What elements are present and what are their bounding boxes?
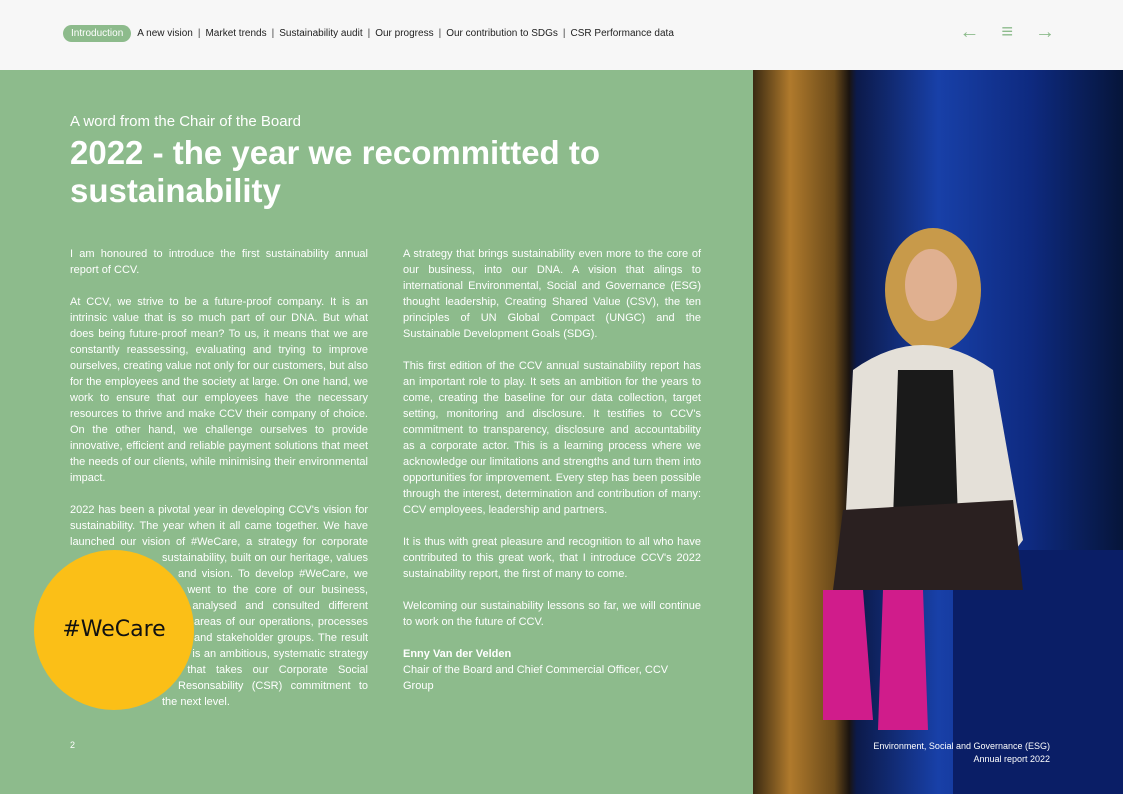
arrow-left-icon[interactable]: ← [959, 21, 980, 43]
paragraph: A strategy that brings sustainability even more to the core of our business, into our DNA. A vision that alings to international Environmental, Social and Governance (ESG) thought leadership, Creating Shared Value (CSV), the ten principles of UN Global Compact (UNGC) and the Sustainable Development Goals (SDG). [403, 248, 701, 340]
nav-sdgs[interactable]: Our contribution to SDGs [446, 28, 558, 39]
top-navigation-bar [0, 0, 1123, 70]
nav-market-trends[interactable]: Market trends [205, 28, 267, 39]
wecare-badge [34, 550, 194, 710]
menu-icon[interactable]: ≡ [1001, 21, 1013, 43]
paragraph: Welcoming our sustainability lessons so far, we will continue to work on the future of CCV. [403, 600, 701, 628]
portrait-illustration [753, 70, 1123, 794]
page-title: 2022 - the year we recommitted to sustainability [70, 134, 601, 209]
paragraph: 2022 has been a pivotal year in developing CCV's vision for sustainability. The year when it all came together. We have launched our vision of #WeCare, a strategy for corporate sustainability, built on our heritage, values and vision. To develop #WeCare, we went to the core of our business, analysed and consulted different areas of our operations, processes and stakeholder groups. The result is an ambitious, systematic strategy that takes our Corporate Social Resonsability (CSR) commitment to the next level. [70, 504, 368, 708]
nav-sustainability-audit[interactable]: Sustainability audit [279, 28, 363, 39]
paragraph: I am honoured to introduce the first sustainability annual report of CCV. [70, 248, 368, 276]
arrow-right-icon[interactable]: → [1035, 21, 1055, 43]
kicker: A word from the Chair of the Board [70, 113, 301, 130]
column-right [403, 246, 701, 694]
caption [873, 740, 1050, 766]
paragraph: This first edition of the CCV annual sustainability report has an important role to play. It sets an ambition for the years to come, creating the baseline for our data collection, target setting, monitoring and disclosure. It testifies to CCV's commitment to transparency, disclosure and accountability as a corporate actor. This is a learning process where we acknowledge our limitations and strengths and turn them into opportunities for improvement. Every step has been possible through the interest, determination and contribution of many: CCV employees, leadership and partners. [403, 360, 701, 516]
separator: | [197, 28, 201, 39]
caption-line: Annual report 2022 [973, 754, 1050, 764]
separator: | [271, 28, 275, 39]
portrait-photo [753, 70, 1123, 794]
page-number: 2 [70, 740, 76, 750]
separator: | [367, 28, 371, 39]
caption-line: Environment, Social and Governance (ESG) [873, 741, 1050, 751]
nav-new-vision[interactable]: A new vision [137, 28, 193, 39]
section-nav [63, 25, 674, 42]
paragraph-with-badge [62, 502, 368, 710]
nav-introduction[interactable]: Introduction [63, 25, 131, 42]
nav-csr-data[interactable]: CSR Performance data [570, 28, 674, 39]
signature-name: Enny Van der Velden [403, 648, 512, 660]
paragraph: It is thus with great pleasure and recognition to all who have contributed to this great work, that I introduce CCV's 2022 sustainability report, the first of many to come. [403, 536, 701, 580]
text-panel [0, 70, 753, 794]
separator: | [438, 28, 442, 39]
paragraph: At CCV, we strive to be a future-proof company. It is an intrinsic value that is so much part of our DNA. But what does being future-proof mean? To us, it means that we are constantly reassessing, evaluating and trying to improve ourselves, creating value not only for our customers, but also for the employees and the society at large. On one hand, we work to ensure that our employees have the necessary resources to thrive and make CCV their company of choice. On the other hand, we challenge ourselves to provide innovative, efficient and reliable payment solutions that meet the needs of our clients, while minimising their environmental impact. [70, 296, 368, 484]
separator: | [562, 28, 566, 39]
nav-our-progress[interactable]: Our progress [375, 28, 434, 39]
column-left [62, 246, 368, 726]
wecare-label: #WeCare [62, 617, 166, 642]
signature-role: Chair of the Board and Chief Commercial Officer, CCV Group [403, 664, 669, 692]
